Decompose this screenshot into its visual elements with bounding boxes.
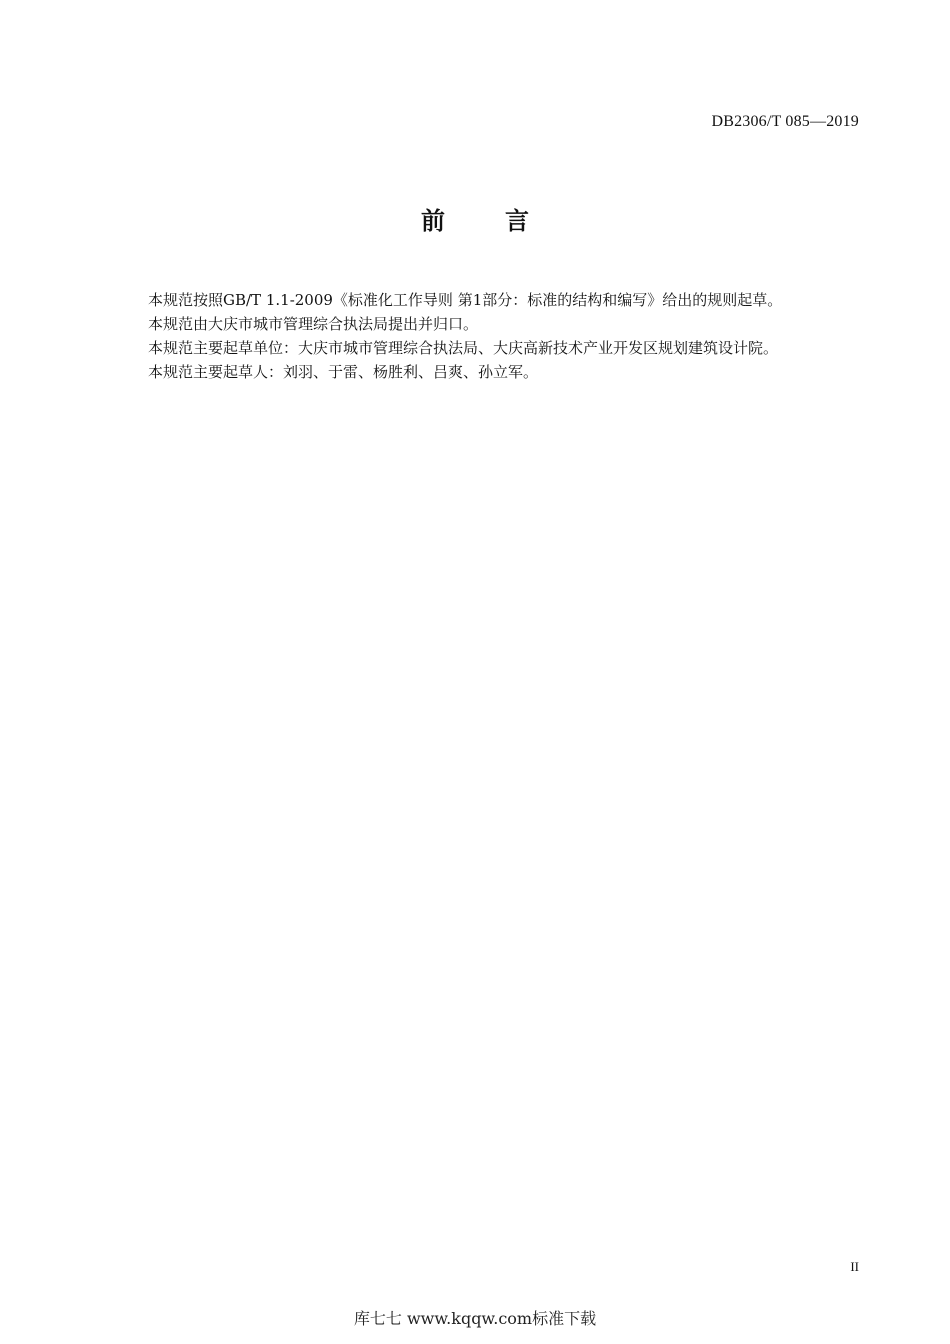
page-title-char-2: 言 xyxy=(505,207,529,235)
paragraph-drafting-rules: 本规范按照GB/T 1.1-2009《标准化工作导则 第1部分：标准的结构和编写》给出的规则起草。 xyxy=(148,291,783,309)
paragraph-drafters: 本规范主要起草人：刘羽、于雷、杨胜利、吕爽、孙立军。 xyxy=(148,363,539,381)
page-title-char-1: 前 xyxy=(421,207,445,235)
document-code: DB2306/T 085—2019 xyxy=(711,113,859,130)
paragraph-proposer: 本规范由大庆市城市管理综合执法局提出并归口。 xyxy=(148,315,479,333)
paragraph-drafting-units: 本规范主要起草单位：大庆市城市管理综合执法局、大庆高新技术产业开发区规划建筑设计院。 xyxy=(148,339,779,357)
page-number: II xyxy=(850,1259,859,1274)
footer-watermark: 库七七 www.kqqw.com标准下载 xyxy=(353,1309,597,1328)
foreword-body xyxy=(148,288,868,384)
page-title xyxy=(0,201,950,236)
